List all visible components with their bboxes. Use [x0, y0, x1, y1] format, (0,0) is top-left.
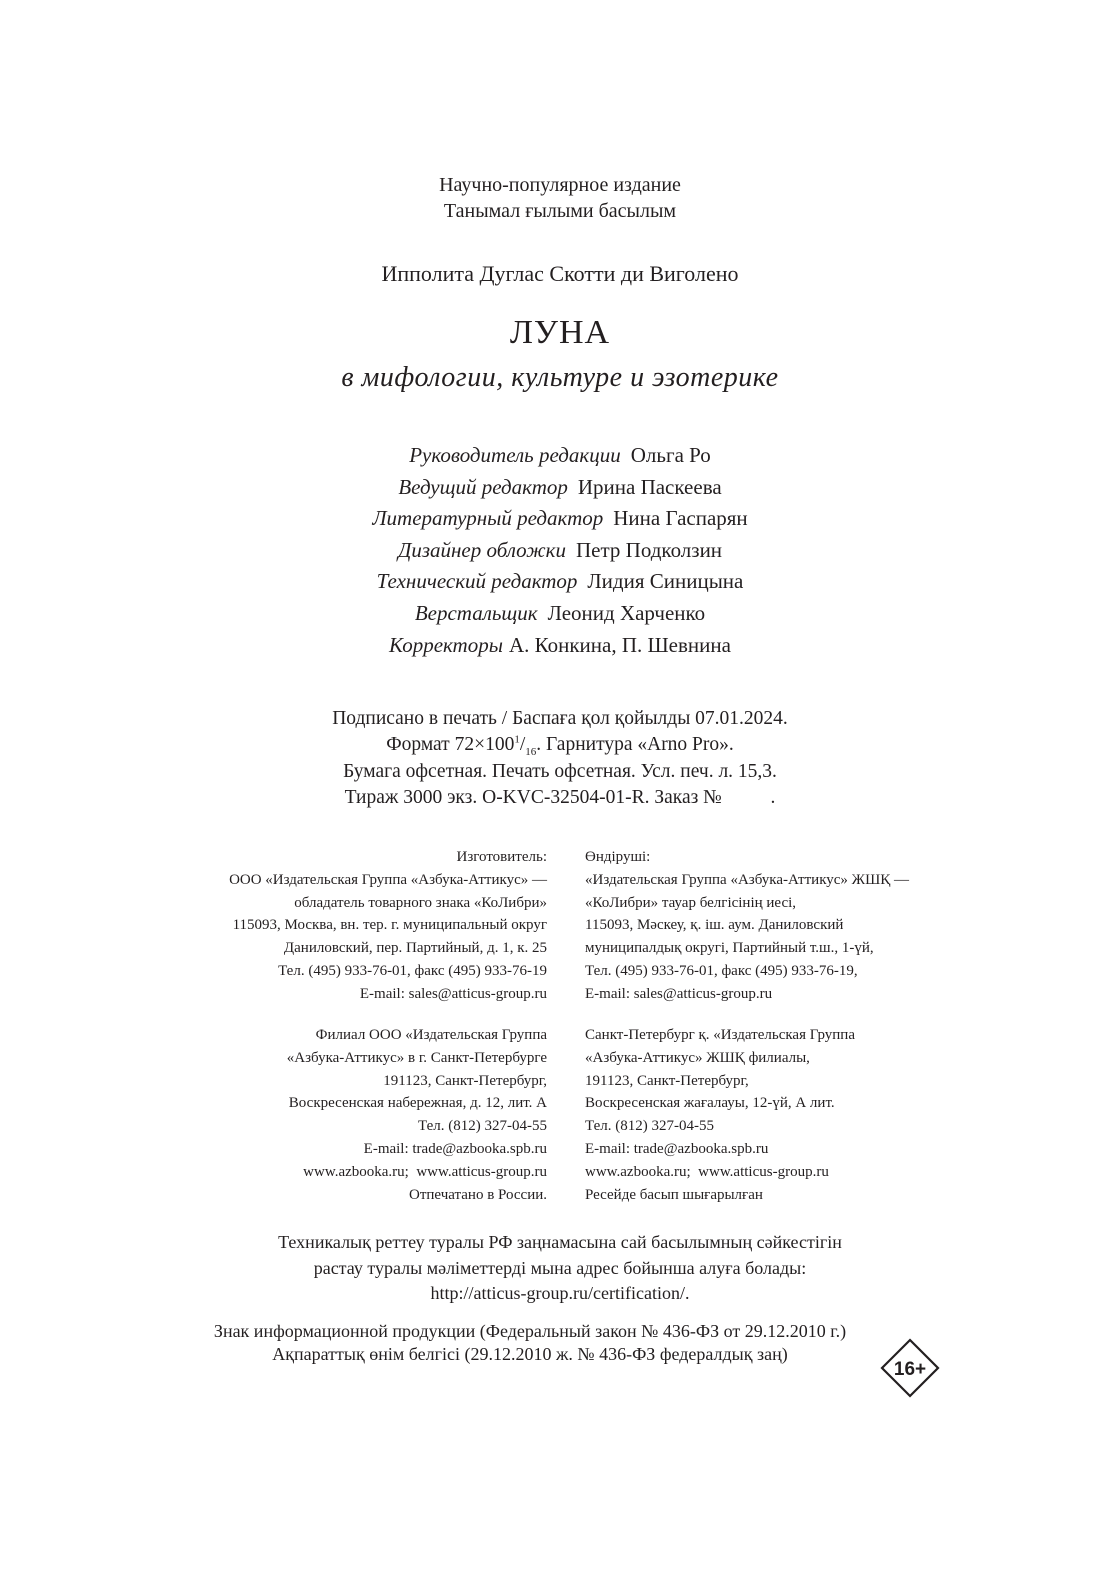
certification-line: растау туралы мәліметтерді мына адрес бойынша алуға болады: — [313, 1257, 807, 1278]
credit-role: Корректоры — [389, 632, 503, 657]
manufacturer-ru-line: Филиал ООО «Издательская Группа — [315, 1027, 547, 1043]
credit-name: Леонид Харченко — [547, 600, 706, 625]
author-name: Ипполита Дуглас Скотти ди Виголено — [381, 261, 739, 286]
imprint-signed: Подписано в печать / Баспаға қол қойылды 07.01.2024. — [332, 708, 788, 729]
credits — [0, 440, 1100, 661]
credit-role: Ведущий редактор — [398, 474, 568, 499]
imprint-run: Тираж 3000 экз. O-KVC-32504-01-R. Заказ № . — [344, 786, 776, 808]
imprint-format: Формат $72\times 100^1/_{16}$. Гарнитура «Arno Pro». — [386, 733, 734, 759]
credit-row — [0, 566, 1100, 598]
credit-row — [0, 535, 1100, 567]
manufacturer-kz-line: «Азбука-Аттикус» ЖШҚ филиалы, — [585, 1049, 810, 1066]
credit-role: Руководитель редакции — [409, 443, 621, 467]
manufacturer-kz-line: Санкт-Петербург қ. «Издательская Группа — [585, 1027, 855, 1043]
edition-type — [0, 172, 1100, 224]
edition-type-kz: Танымал ғылыми басылым — [443, 200, 677, 222]
imprint-details — [0, 706, 1100, 811]
manufacturer-ru-line: 191123, Санкт-Петербург, — [383, 1072, 547, 1089]
manufacturer-ru-websites: www.azbooka.ru; www.atticus-group.ru — [303, 1163, 547, 1180]
manufacturer-kz-line: Өндіруші: — [585, 849, 651, 865]
manufacturer-kz-line: 115093, Мәскеу, қ. іш. аум. Даниловский — [585, 917, 844, 934]
manufacturer-ru-line: Тел. (812) 327-04-55 — [418, 1118, 547, 1135]
age-rating-label: 16+ — [893, 1359, 927, 1380]
manufacturer-kz-line: «КоЛибри» тауар белгісінің иесі, — [585, 894, 797, 911]
manufacturer-kz-line: «Издательская Группа «Азбука-Аттикус» ЖШҚ — — [585, 871, 910, 888]
manufacturer-ru-line: Воскресенская набережная, д. 12, лит. А — [288, 1095, 547, 1112]
book-subtitle: в мифологии, культуре и эзотерике — [341, 362, 779, 393]
edition-type-ru: Научно-популярное издание — [439, 174, 681, 196]
manufacturer-ru-line: Изготовитель: — [456, 849, 547, 865]
manufacturer-kz-block1 — [585, 846, 909, 1006]
author — [0, 260, 1100, 288]
credit-row — [0, 503, 1100, 535]
manufacturer-ru-email: E-mail: sales@atticus-group.ru — [359, 985, 547, 1002]
manufacturer-ru-printed: Отпечатано в России. — [409, 1186, 547, 1203]
imprint-paper: Бумага офсетная. Печать офсетная. Усл. печ. л. 15,3. — [343, 760, 777, 782]
manufacturer-ru-line: ООО «Издательская Группа «Азбука-Аттикус» — — [229, 871, 547, 888]
credit-role: Технический редактор — [376, 569, 578, 594]
manufacturer-kz-line: 191123, Санкт-Петербург, — [585, 1072, 749, 1089]
manufacturer-ru-line: обладатель товарного знака «КоЛибри» — [294, 894, 547, 911]
manufacturer-ru-block2 — [287, 1024, 547, 1206]
manufacturer-kz-line: муниципалдық округі, Партийный т.ш., 1-үй, — [585, 940, 874, 957]
credit-row — [0, 472, 1100, 504]
age-sign-ru: Знак информационной продукции (Федеральный закон № 436-ФЗ от 29.12.2010 г.) — [213, 1321, 847, 1341]
manufacturer-kz-printed: Ресейде басып шығарылған — [585, 1186, 763, 1203]
credit-name: Лидия Синицына — [587, 569, 744, 594]
credit-row — [0, 630, 1100, 662]
credit-row — [0, 598, 1100, 630]
manufacturer-ru-email: E-mail: trade@azbooka.spb.ru — [363, 1140, 547, 1157]
manufacturer-kz-line: Тел. (812) 327-04-55 — [585, 1118, 714, 1135]
manufacturer-kz-email: E-mail: trade@azbooka.spb.ru — [585, 1140, 769, 1157]
manufacturer-kz-line: Воскресенская жағалауы, 12-үй, А лит. — [585, 1095, 835, 1112]
certification — [0, 1230, 1100, 1307]
manufacturer-ru-line: «Азбука-Аттикус» в г. Санкт-Петербурге — [286, 1049, 547, 1066]
manufacturer-ru-line: Даниловский, пер. Партийный, д. 1, к. 25 — [283, 940, 547, 957]
credit-name: Ольга Ро — [630, 443, 711, 467]
credit-name: Нина Гаспарян — [613, 506, 748, 531]
credit-name: Петр Подколзин — [576, 537, 723, 562]
book-title-block — [0, 313, 1100, 353]
manufacturer-ru-block1 — [229, 846, 547, 1006]
certification-url: http://atticus-group.ru/certification/. — [430, 1283, 690, 1303]
manufacturer-ru-line: Тел. (495) 933-76-01, факс (495) 933-76-19 — [278, 962, 547, 979]
book-title: ЛУНА — [509, 314, 611, 351]
age-rating-badge — [880, 1338, 940, 1398]
age-sign-kz: Ақпараттық өнім белгісі (29.12.2010 ж. № 436-ФЗ федералдық заң) — [272, 1343, 788, 1364]
certification-line: Техникалық реттеу туралы РФ заңнамасына сай басылымның сәйкестігін — [278, 1232, 842, 1252]
credit-name: Ирина Паскеева — [577, 474, 722, 499]
credit-name: А. Конкина, П. Шевнина — [508, 632, 731, 657]
credit-role: Дизайнер обложки — [397, 537, 567, 562]
credit-role: Литературный редактор — [372, 506, 604, 531]
credit-role: Верстальщик — [414, 600, 538, 625]
manufacturer-ru-line: 115093, Москва, вн. тер. г. муниципальный округ — [232, 917, 547, 934]
manufacturer-kz-email: E-mail: sales@atticus-group.ru — [585, 985, 773, 1002]
book-subtitle-block — [0, 361, 1100, 395]
manufacturer-kz-block2 — [585, 1024, 855, 1206]
credit-row — [0, 440, 1100, 472]
manufacturer-kz-websites: www.azbooka.ru; www.atticus-group.ru — [585, 1163, 829, 1180]
manufacturer-kz-line: Тел. (495) 933-76-01, факс (495) 933-76-19, — [585, 962, 858, 979]
